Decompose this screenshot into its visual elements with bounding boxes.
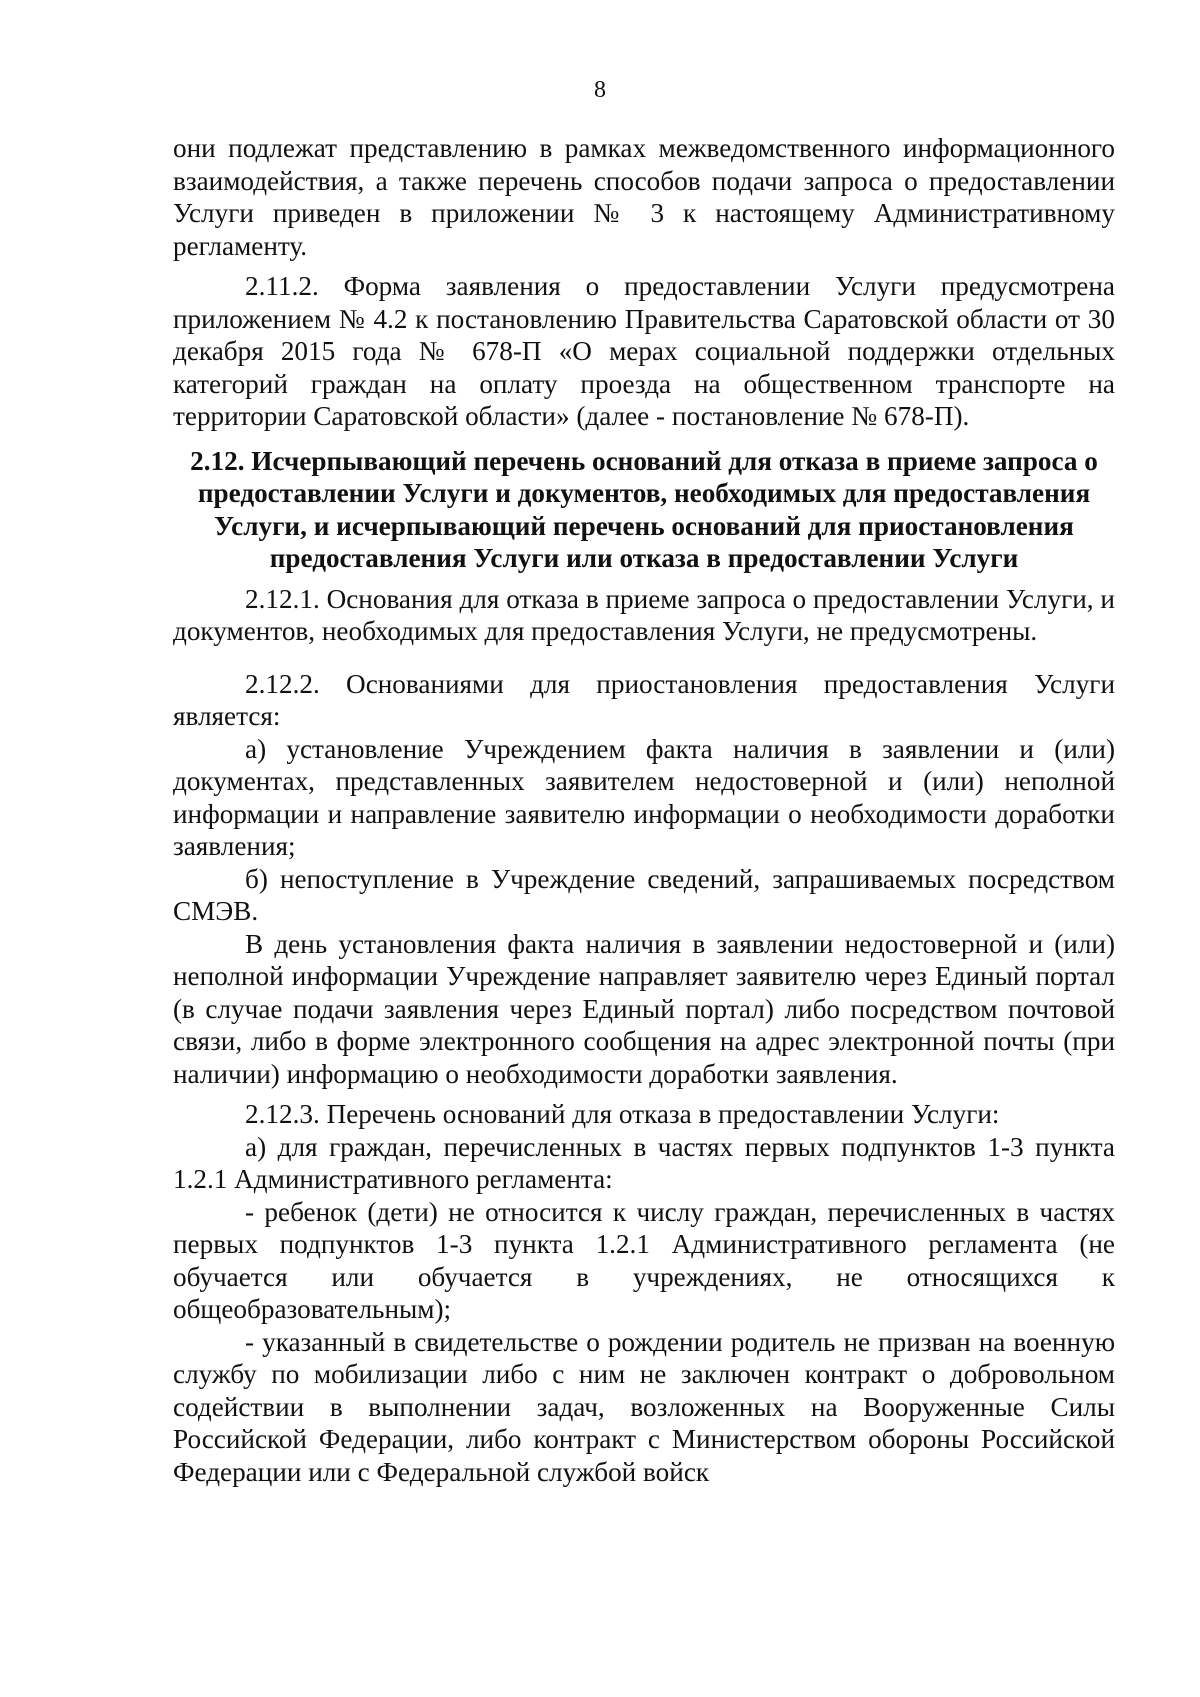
paragraph-refusal-child: - ребенок (дети) не относится к числу граждан, перечисленных в частях первых подпунктов 1-3 пункта 1.2.1 Административного регламента (не обучается или обучается в учреждениях, не относящихся к общеобразовательным); <box>173 1196 1115 1324</box>
paragraph-notice: В день установления факта наличия в заявлении недостоверной и (или) неполной информации Учреждение направляет заявителю через Единый портал (в случае подачи заявления через Единый портал) либо посредством почтовой связи, либо в форме электронного сообщения на адрес электронной почты (при наличии) информацию о необходимости доработки заявления. <box>173 928 1115 1089</box>
paragraph-refusal-parent: - указанный в свидетельстве о рождении родитель не призван на военную службу по мобилизации либо с ним не заключен контракт о добровольном содействии в выполнении задач, возложенных на Вооруженные Силы Российской Федерации, либо контракт с Министерством обороны Российской Федерации или с Федеральной службой войск <box>173 1326 1115 1487</box>
paragraph-continuation: они подлежат представлению в рамках межведомственного информационного взаимодействия, а также перечень способов подачи запроса о предоставлении Услуги приведен в приложении № 3 к настоящему Административному регламенту. <box>173 133 1115 261</box>
paragraph-2-12-2: 2.12.2. Основаниями для приостановления предоставления Услуги является: <box>173 668 1115 731</box>
section-heading-2-12: 2.12. Исчерпывающий перечень оснований для отказа в приеме запроса о предоставлении Услуги и документов, необходимых для предоставления Услуги, и исчерпывающий перечень оснований для приостановления предоставления Услуги или отказа в предоставлении Услуги <box>190 445 1098 573</box>
paragraph-2-11-2: 2.11.2. Форма заявления о предоставлении Услуги предусмотрена приложением № 4.2 к постановлению Правительства Саратовской области от 30 декабря 2015 года № 678-П «О мерах социальной поддержки отдельных категорий граждан на оплату проезда на общественном транспорте на территории Саратовской области» (далее - постановление № 678-П). <box>173 271 1115 431</box>
paragraph-item-a: а) установление Учреждением факта наличия в заявлении и (или) документах, представленных заявителем недостоверной и (или) неполной информации и направление заявителю информации о необходимости доработки заявления; <box>173 733 1115 861</box>
paragraph-item-b: б) непоступление в Учреждение сведений, запрашиваемых посредством СМЭВ. <box>173 863 1115 926</box>
document-body <box>173 132 1115 1488</box>
page-number: 8 <box>594 77 606 103</box>
paragraph-refusal-a: а) для граждан, перечисленных в частях первых подпунктов 1-3 пункта 1.2.1 Административного регламента: <box>173 1131 1115 1194</box>
paragraph-2-12-3: 2.12.3. Перечень оснований для отказа в предоставлении Услуги: <box>245 1099 1000 1129</box>
paragraph-2-12-1: 2.12.1. Основания для отказа в приеме запроса о предоставлении Услуги, и документов, необходимых для предоставления Услуги, не предусмотрены. <box>173 583 1115 646</box>
